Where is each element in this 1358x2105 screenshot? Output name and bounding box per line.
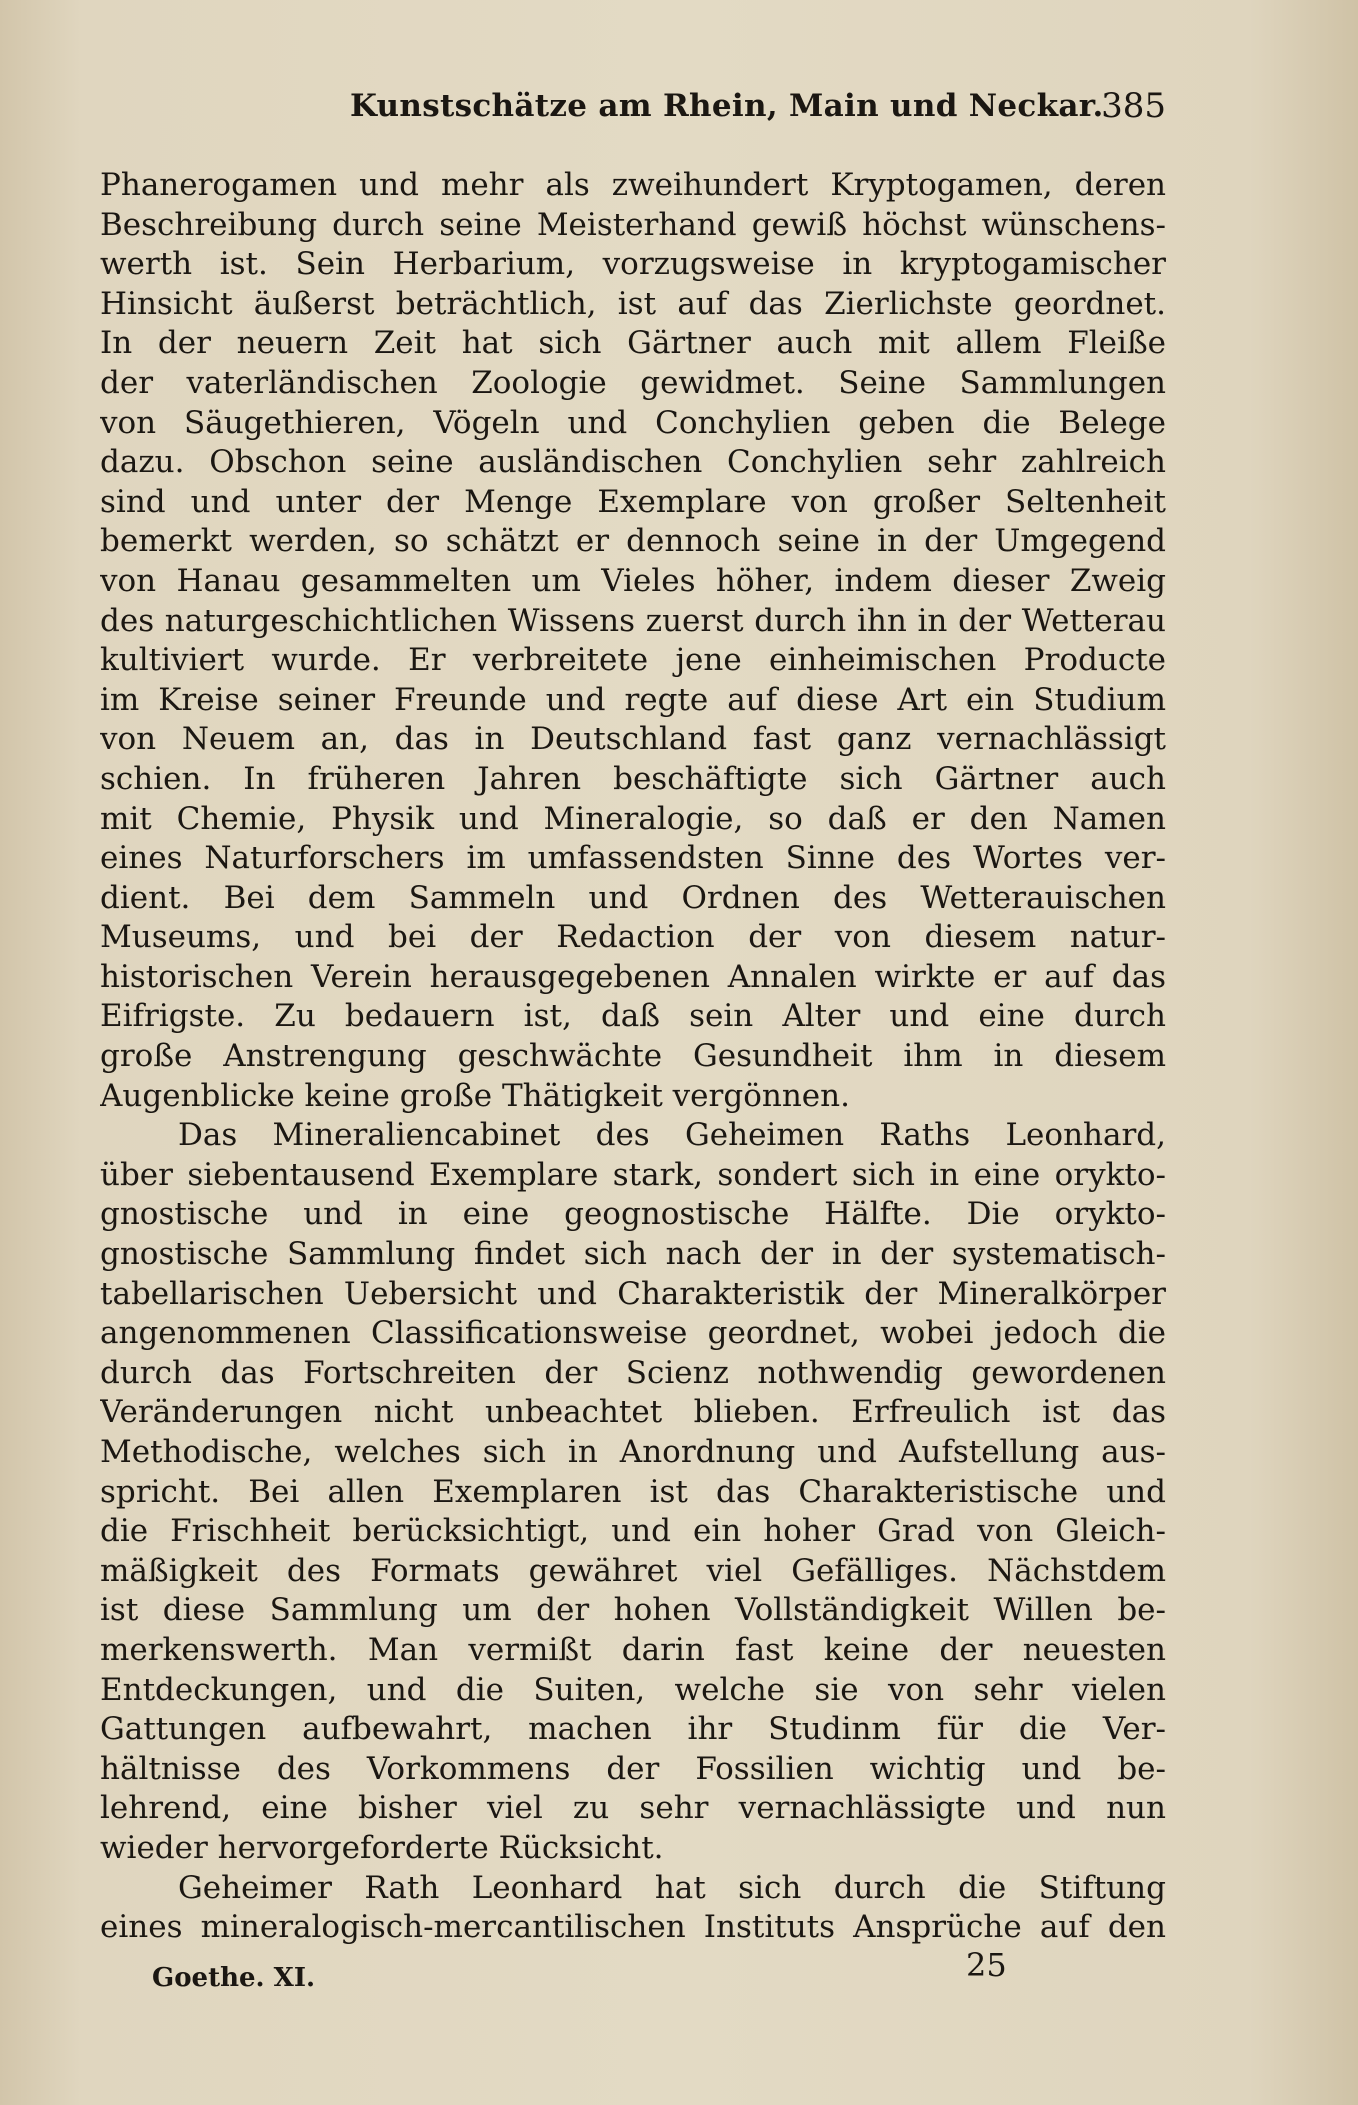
text-line: Phanerogamen und mehr als zweihundert Kryptogamen, deren (100, 167, 1166, 203)
text-line: Das Mineraliencabinet des Geheimen Raths Leonhard, (178, 1117, 1166, 1154)
text-line: des naturgeschichtlichen Wissens zuerst durch ihn in der Wetterau (100, 602, 1166, 639)
text-line: Museums, und bei der Redaction der von diesem natur- (100, 919, 1166, 956)
text-line: werth ist. Sein Herbarium, vorzugsweise in kryptogamischer (100, 246, 1166, 283)
text-line: Gattungen aufbewahrt, machen ihr Studinm für die Ver- (100, 1711, 1166, 1748)
text-line: historischen Verein herausgegebenen Annalen wirkte er auf das (100, 958, 1166, 995)
text-line: von Hanau gesammelten um Vieles höher, indem dieser Zweig (100, 562, 1166, 599)
signature-mark: Goethe. XI. (152, 1963, 316, 1993)
text-line: Entdeckungen, und die Suiten, welche sie von sehr vielen (100, 1671, 1166, 1708)
text-line: mäßigkeit des Formats gewähret viel Gefälliges. Nächstdem (100, 1552, 1166, 1589)
sheet-number: 25 (966, 1946, 1007, 1984)
text-line: Veränderungen nicht unbeachtet blieben. Erfreulich ist das (100, 1394, 1166, 1431)
text-line: spricht. Bei allen Exemplaren ist das Charakteristische und (100, 1473, 1166, 1510)
text-line: lehrend, eine bisher viel zu sehr vernachlässigte und nun (100, 1790, 1166, 1827)
text-line: eines Naturforschers im umfassendsten Sinne des Wortes ver- (100, 840, 1166, 877)
text-line: von Säugethieren, Vögeln und Conchylien geben die Belege (100, 404, 1166, 441)
text-line: merkenswerth. Man vermißt darin fast keine der neuesten (100, 1631, 1166, 1668)
text-line: gnostische und in eine geognostische Hälfte. Die orykto- (100, 1196, 1166, 1233)
text-line: ist diese Sammlung um der hohen Vollständigkeit Willen be- (100, 1592, 1166, 1629)
text-line: wieder hervorgeforderte Rücksicht. (100, 1829, 664, 1866)
text-line: kultiviert wurde. Er verbreitete jene einheimischen Producte (100, 642, 1166, 679)
text-line: eines mineralogisch-mercantilischen Instituts Ansprüche auf den (100, 1909, 1166, 1946)
text-line: Beschreibung durch seine Meisterhand gewiß höchst wünschens- (100, 206, 1166, 243)
text-line: sind und unter der Menge Exemplare von großer Seltenheit (100, 483, 1166, 520)
text-line: gnostische Sammlung findet sich nach der in der systematisch- (100, 1236, 1166, 1273)
text-line: angenommenen Classificationsweise geordnet, wobei jedoch die (100, 1315, 1166, 1352)
page-number: 385 (1101, 86, 1166, 126)
text-line: große Anstrengung geschwächte Gesundheit ihm in diesem (100, 1038, 1166, 1075)
text-line: In der neuern Zeit hat sich Gärtner auch mit allem Fleiße (100, 325, 1166, 362)
text-line: Geheimer Rath Leonhard hat sich durch die Stiftung (178, 1869, 1166, 1906)
text-line: Methodische, welches sich in Anordnung und Aufstellung aus- (100, 1434, 1166, 1470)
text-line: Eifrigste. Zu bedauern ist, daß sein Alter und eine durch (100, 998, 1166, 1035)
text-line: tabellarischen Uebersicht und Charakteristik der Mineralkörper (100, 1275, 1166, 1312)
text-line: Augenblicke keine große Thätigkeit vergönnen. (100, 1077, 850, 1114)
text-line: die Frischheit berücksichtigt, und ein hoher Grad von Gleich- (100, 1513, 1166, 1550)
text-line: über siebentausend Exemplare stark, sondert sich in eine orykto- (100, 1156, 1166, 1193)
body-text (100, 166, 1166, 1948)
running-title: Kunstschätze am Rhein, Main und Neckar. (350, 88, 1104, 124)
text-line: dient. Bei dem Sammeln und Ordnen des Wetterauischen (100, 879, 1166, 916)
text-line: von Neuem an, das in Deutschland fast ganz vernachlässigt (100, 721, 1166, 758)
text-line: im Kreise seiner Freunde und regte auf diese Art ein Studium (100, 681, 1166, 718)
text-line: durch das Fortschreiten der Scienz nothwendig gewordenen (100, 1354, 1166, 1391)
text-line: schien. In früheren Jahren beschäftigte sich Gärtner auch (100, 760, 1166, 797)
text-line: der vaterländischen Zoologie gewidmet. Seine Sammlungen (100, 364, 1166, 401)
text-line: Hinsicht äußerst beträchtlich, ist auf das Zierlichste geordnet. (100, 285, 1166, 322)
text-line: bemerkt werden, so schätzt er dennoch seine in der Umgegend (100, 523, 1166, 560)
text-line: dazu. Obschon seine ausländischen Conchylien sehr zahlreich (100, 444, 1166, 481)
text-line: mit Chemie, Physik und Mineralogie, so daß er den Namen (100, 800, 1166, 837)
page-header (100, 82, 1166, 132)
text-line: hältnisse des Vorkommens der Fossilien wichtig und be- (100, 1750, 1166, 1787)
